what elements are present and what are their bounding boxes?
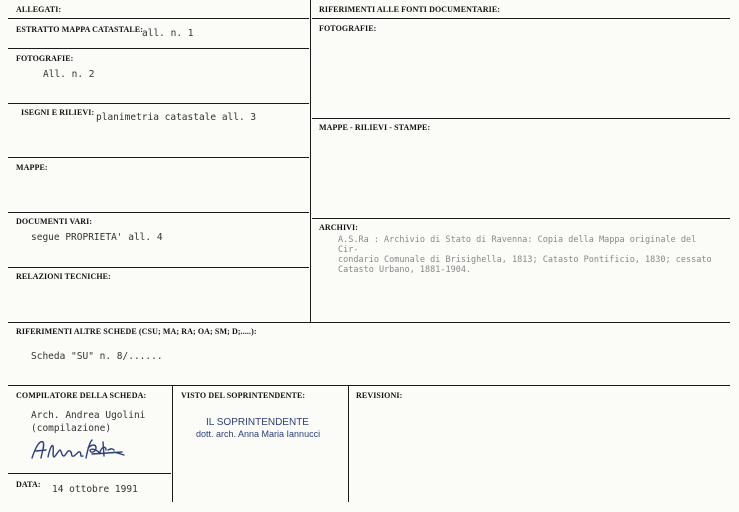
label-disegni-rilievi: ISEGNI E RILIEVI:: [21, 108, 95, 117]
rule-vertical-visto: [172, 385, 173, 502]
label-mappe-rilievi-stampe: MAPPE - RILIEVI - STAMPE:: [319, 123, 431, 132]
label-compilatore: COMPILATORE DELLA SCHEDA:: [16, 391, 147, 400]
value-compilatore-role: (compilazione): [31, 423, 112, 434]
rule-vertical-revisioni: [348, 385, 349, 502]
stamp-soprintendente-name: dott. arch. Anna Maria Iannucci: [196, 429, 321, 439]
rule-top-right: [312, 18, 730, 19]
rule-top-left: [8, 18, 309, 19]
label-riferimenti-fonti: RIFERIMENTI ALLE FONTI DOCUMENTARIE:: [319, 5, 501, 14]
rule-right-mappe: [312, 218, 730, 219]
label-fotografie-fonti: FOTOGRAFIE:: [319, 24, 377, 33]
value-compilatore-name: Arch. Andrea Ugolini: [31, 410, 146, 421]
rule-full-2: [8, 385, 730, 386]
rule-compilatore: [8, 473, 171, 474]
rule-documenti: [8, 267, 309, 268]
label-archivi: ARCHIVI:: [319, 223, 359, 232]
rule-disegni: [8, 157, 309, 158]
label-relazioni-tecniche: RELAZIONI TECNICHE:: [16, 272, 111, 281]
stamp-soprintendente-title: IL SOPRINTENDENTE: [206, 417, 309, 428]
rule-estratto: [8, 48, 309, 49]
label-revisioni: REVISIONI:: [356, 391, 403, 400]
label-riferimenti-altre-schede: RIFERIMENTI ALTRE SCHEDE (CSU; MA; RA; OA; SM; D;.....):: [16, 327, 257, 336]
label-estratto-mappa: ESTRATTO MAPPA CATASTALE:: [16, 25, 143, 34]
value-documenti-vari: segue PROPRIETA' all. 4: [31, 232, 163, 243]
label-data: DATA:: [16, 480, 41, 489]
value-estratto-mappa: all. n. 1: [142, 28, 194, 39]
rule-mappe: [8, 212, 309, 213]
rule-vertical-main: [310, 0, 311, 322]
rule-full-1: [8, 322, 730, 323]
value-fotografie: All. n. 2: [43, 69, 95, 80]
archivi-text: A.S.Ra : Archivio di Stato di Ravenna: Copia della Mappa originale del Cir- condario Comunale di Brisighella, 1813; Catasto Pontificio, 1830; cessato Catasto Urbano, 1881-1904.: [338, 235, 712, 275]
value-data: 14 ottobre 1991: [52, 484, 138, 495]
rule-fotografie: [8, 103, 309, 104]
label-fotografie: FOTOGRAFIE:: [16, 54, 74, 63]
label-documenti-vari: DOCUMENTI VARI:: [16, 217, 93, 226]
rule-right-fotografie: [312, 118, 730, 119]
label-mappe: MAPPE:: [16, 163, 48, 172]
value-scheda: Scheda "SU" n. 8/......: [31, 351, 163, 362]
value-disegni-rilievi: planimetria catastale all. 3: [96, 112, 257, 123]
label-visto-soprintendente: VISTO DEL SOPRINTENDENTE:: [181, 391, 306, 400]
handwritten-signature: [30, 436, 128, 464]
label-allegati: ALLEGATI:: [16, 5, 62, 14]
